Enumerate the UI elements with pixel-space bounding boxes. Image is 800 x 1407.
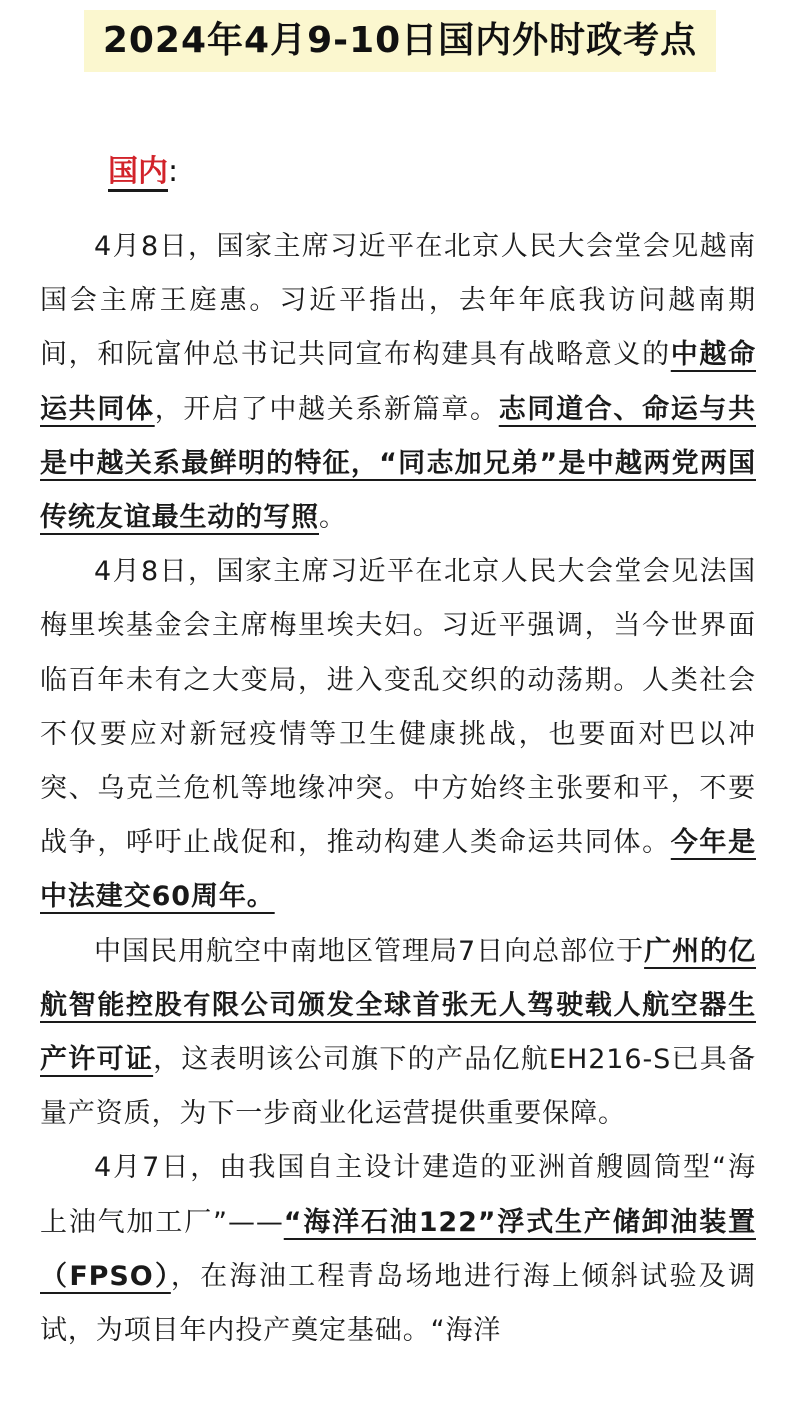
highlight-text: “海洋石油122”浮式生产储卸油装置（FPSO） bbox=[40, 1206, 756, 1292]
highlight-text: 广州的亿航智能控股有限公司颁发全球首张无人驾驶载人航空器生产许可证 bbox=[40, 935, 756, 1076]
paragraph-4 bbox=[40, 1141, 756, 1358]
paragraph-text: ，这表明该公司旗下的产品亿航EH216-S已具备量产资质，为下一步商业化运营提供重要保障。 bbox=[40, 1044, 756, 1130]
section-heading bbox=[108, 150, 178, 194]
page-title: 2024年4月9-10日国内外时政考点 bbox=[84, 10, 716, 72]
paragraph-1 bbox=[40, 220, 756, 545]
paragraph-3 bbox=[40, 925, 756, 1142]
article-body bbox=[40, 220, 756, 1358]
paragraph-text: 4月8日，国家主席习近平在北京人民大会堂会见越南国会主席王庭惠。习近平指出，去年年底我访问越南期间，和阮富仲总书记共同宣布构建具有战略意义的 bbox=[40, 231, 756, 371]
section-label: 国内 bbox=[108, 154, 168, 192]
highlight-text: 志同道合、命运与共是中越关系最鲜明的特征，“同志加兄弟”是中越两党两国传统友谊最生动的写照 bbox=[40, 393, 756, 534]
paragraph-text: 中国民用航空中南地区管理局7日向总部位于 bbox=[94, 935, 645, 967]
paragraph-text: ，在海油工程青岛场地进行海上倾斜试验及调试，为项目年内投产奠定基础。“海洋 bbox=[40, 1260, 757, 1347]
paragraph-text: 4月7日，由我国自主设计建造的亚洲首艘圆筒型“海上油气加工厂”—— bbox=[40, 1152, 756, 1238]
highlight-text: 中越命运共同体 bbox=[40, 339, 756, 425]
highlight-text: 今年是中法建交60周年。 bbox=[40, 827, 756, 913]
section-colon: : bbox=[168, 154, 179, 189]
paragraph-text: ，开启了中越关系新篇章。 bbox=[154, 393, 499, 425]
paragraph-2 bbox=[40, 545, 756, 924]
paragraph-text: 。 bbox=[319, 502, 347, 534]
paragraph-text: 4月8日，国家主席习近平在北京人民大会堂会见法国梅里埃基金会主席梅里埃夫妇。习近平强调，当今世界面临百年未有之大变局，进入变乱交织的动荡期。人类社会不仅要应对新冠疫情等卫生健康挑战，也要面对巴以冲突、乌克兰危机等地缘冲突。中方始终主张要和平，不要战争，呼吁止战促和，推动构建人类命运共同体。 bbox=[40, 556, 756, 859]
